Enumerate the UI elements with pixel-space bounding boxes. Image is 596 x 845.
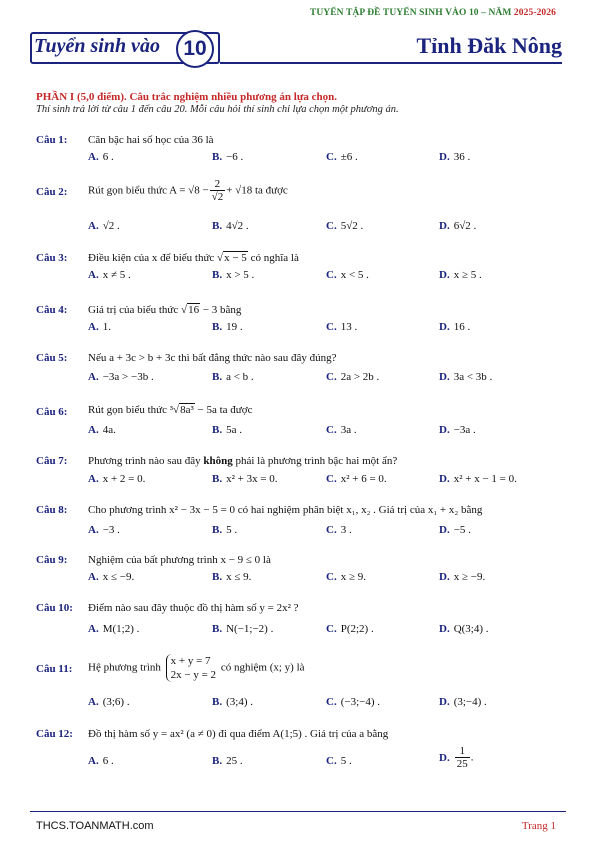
option-c[interactable]: C. 13 .	[326, 321, 358, 333]
grade-number-badge: 10	[176, 30, 214, 68]
question-label: Câu 4:	[36, 304, 68, 316]
option-a[interactable]: A. √2 .	[88, 220, 120, 232]
question-stem: Rút gọn biểu thức A = √8 − $\frac{2}{√2}$ + √18 ta được	[88, 178, 288, 203]
series-header: TUYỂN TẬP ĐỀ TUYỂN SINH VÀO 10 – NĂM 2025-2026	[309, 8, 556, 18]
option-a[interactable]: A. −3a > −3b .	[88, 371, 154, 383]
option-a[interactable]: A. (3;6) .	[88, 696, 130, 708]
option-b[interactable]: B. x² + 3x = 0.	[212, 473, 278, 485]
option-b[interactable]: B. 5a .	[212, 424, 242, 436]
option-c[interactable]: C. P(2;2) .	[326, 623, 374, 635]
question-label: Câu 10:	[36, 602, 73, 614]
option-a[interactable]: A. x + 2 = 0.	[88, 473, 146, 485]
question-stem: Nghiệm của bất phương trình x − 9 ≤ 0 là	[88, 554, 271, 566]
question-stem: Đồ thị hàm số y = ax² (a ≠ 0) đi qua điểm A(1;5) . Giá trị của a bằng	[88, 728, 389, 740]
option-a[interactable]: A. x ≠ 5 .	[88, 269, 131, 281]
question-label: Câu 9:	[36, 554, 68, 566]
question-stem: Điểm nào sau đây thuộc đồ thị hàm số y = 2x² ?	[88, 602, 299, 614]
option-a[interactable]: A. 6 .	[88, 755, 114, 767]
option-c[interactable]: C. x² + 6 = 0.	[326, 473, 387, 485]
banner-left-title: Tuyển sinh vào	[34, 35, 160, 57]
option-b[interactable]: B. (3;4) .	[212, 696, 253, 708]
equation-system: x + y = 7 2x − y = 2	[166, 654, 216, 682]
question-label: Câu 12:	[36, 728, 73, 740]
option-d[interactable]: D. 3a < 3b .	[439, 371, 493, 383]
option-c[interactable]: C. 3 .	[326, 524, 352, 536]
question-label: Câu 7:	[36, 455, 68, 467]
option-c[interactable]: C. ±6 .	[326, 151, 358, 163]
option-d[interactable]: D. 36 .	[439, 151, 471, 163]
question-stem: Điều kiện của x để biểu thức √x − 5 có nghĩa là	[88, 252, 299, 264]
question-stem: Cho phương trình x² − 3x − 5 = 0 có hai nghiệm phân biệt x₁, x₂ . Giá trị của x₁ + x₂ bằng	[88, 504, 483, 516]
option-c[interactable]: C. x ≥ 9.	[326, 571, 366, 583]
option-d[interactable]: D. 6√2 .	[439, 220, 477, 232]
footer-divider	[30, 811, 566, 812]
question-stem: Giá trị của biểu thức √16 − 3 bằng	[88, 304, 242, 316]
option-d[interactable]: D. x² + x − 1 = 0.	[439, 473, 517, 485]
option-b[interactable]: B. 19 .	[212, 321, 243, 333]
section-instructions: Thí sinh trả lời từ câu 1 đến câu 20. Mỗi câu hỏi thí sinh chỉ lựa chọn một phương án.	[36, 104, 399, 115]
option-d[interactable]: D. Q(3;4) .	[439, 623, 489, 635]
option-b[interactable]: B. N(−1;−2) .	[212, 623, 274, 635]
question-label: Câu 2:	[36, 186, 68, 198]
option-d[interactable]: D. 16 .	[439, 321, 471, 333]
option-d[interactable]: D. (3;−4) .	[439, 696, 487, 708]
option-d[interactable]: D. −3a .	[439, 424, 476, 436]
option-a[interactable]: A. 1.	[88, 321, 111, 333]
option-c[interactable]: C. 2a > 2b .	[326, 371, 380, 383]
question-label: Câu 6:	[36, 406, 68, 418]
option-b[interactable]: B. 4√2 .	[212, 220, 249, 232]
option-b[interactable]: B. 5 .	[212, 524, 238, 536]
option-c[interactable]: C. (−3;−4) .	[326, 696, 380, 708]
fraction: $\frac{1}{25}$	[456, 745, 468, 770]
question-stem: Nếu a + 3c > b + 3c thì bất đẳng thức nào sau đây đúng?	[88, 352, 337, 364]
option-b[interactable]: B. x ≤ 9.	[212, 571, 252, 583]
option-a[interactable]: A. 4a.	[88, 424, 116, 436]
question-label: Câu 11:	[36, 663, 73, 675]
option-b[interactable]: B. 25 .	[212, 755, 243, 767]
banner-divider	[220, 62, 562, 64]
question-stem: Hệ phương trình x + y = 7 2x − y = 2 có nghiệm (x; y) là	[88, 655, 305, 681]
option-c[interactable]: C. 5√2 .	[326, 220, 364, 232]
province-title: Tỉnh Đăk Nông	[416, 33, 562, 58]
option-d[interactable]: D. x ≥ −9.	[439, 571, 486, 583]
question-label: Câu 3:	[36, 252, 68, 264]
option-b[interactable]: B. −6 .	[212, 151, 244, 163]
footer-website: THCS.TOANMATH.com	[36, 820, 154, 832]
option-a[interactable]: A. x ≤ −9.	[88, 571, 135, 583]
fraction: $\frac{2}{√2}$	[211, 178, 224, 203]
title-banner	[30, 26, 562, 66]
page-number: Trang 1	[521, 820, 556, 832]
option-c[interactable]: C. 5 .	[326, 755, 352, 767]
question-stem: Phương trình nào sau đây không phải là phương trình bậc hai một ẩn?	[88, 455, 398, 467]
option-d[interactable]: D. −5 .	[439, 524, 471, 536]
question-label: Câu 5:	[36, 352, 68, 364]
option-b[interactable]: B. x > 5 .	[212, 269, 255, 281]
question-label: Câu 1:	[36, 134, 68, 146]
option-b[interactable]: B. a < b .	[212, 371, 254, 383]
question-label: Câu 8:	[36, 504, 68, 516]
option-d[interactable]: D. x ≥ 5 .	[439, 269, 482, 281]
question-stem: Căn bậc hai số học của 36 là	[88, 134, 214, 146]
option-d[interactable]: D. $\frac{1}{25}$ .	[439, 745, 474, 770]
option-a[interactable]: A. 6 .	[88, 151, 114, 163]
option-a[interactable]: A. −3 .	[88, 524, 120, 536]
option-c[interactable]: C. 3a .	[326, 424, 357, 436]
option-a[interactable]: A. M(1;2) .	[88, 623, 140, 635]
question-stem: Rút gọn biểu thức ³√8a³ − 5a ta được	[88, 404, 253, 416]
section-title: PHẦN I (5,0 điểm). Câu trắc nghiệm nhiều phương án lựa chọn.	[36, 91, 338, 103]
series-year: 2025-2026	[513, 8, 556, 18]
option-c[interactable]: C. x < 5 .	[326, 269, 369, 281]
